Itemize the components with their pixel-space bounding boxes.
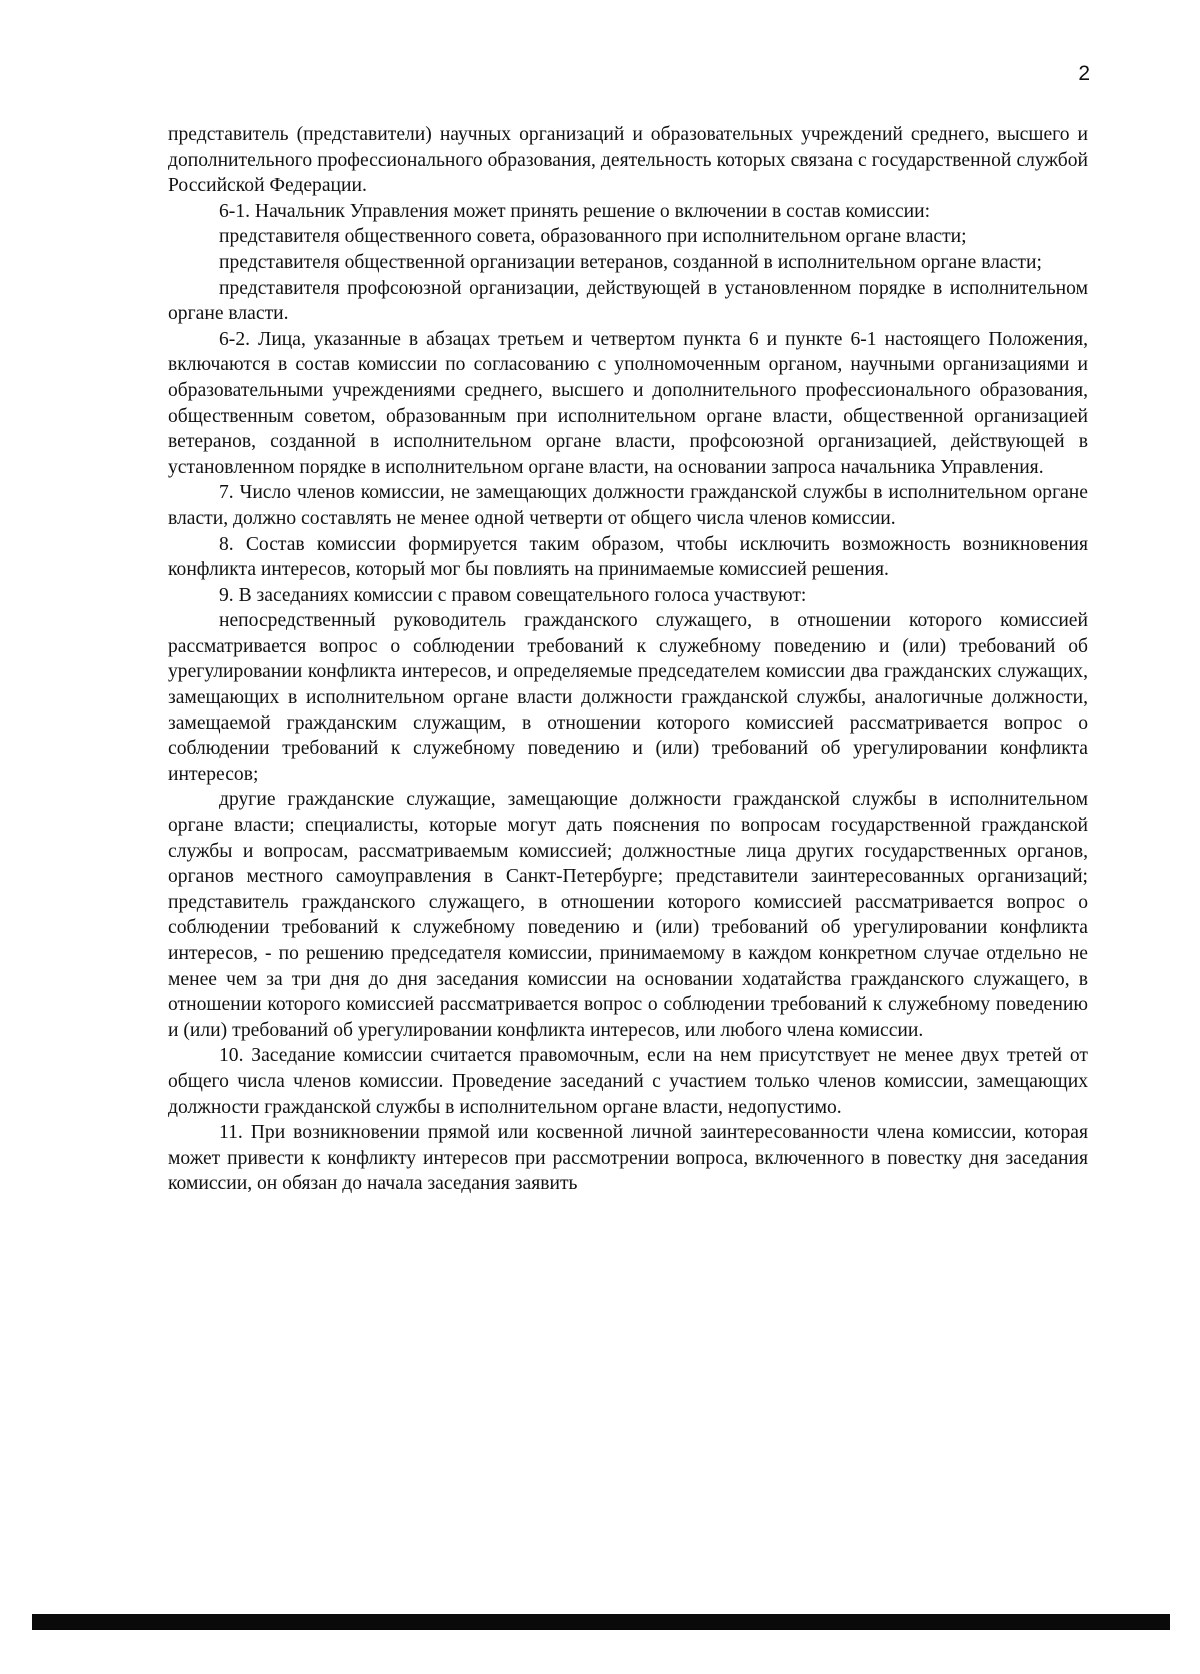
paragraph-public-council: представителя общественного совета, образованного при исполнительном органе власти;	[219, 226, 967, 248]
paragraph-direct-supervisor: непосредственный руководитель гражданского служащего, в отношении которого комиссией рассматривается вопрос о соблюдении требований к служебному поведению и (или) требований об урегулировании конфликта интересов, и определяемые председателем комиссии два гражданских служащих, замещающих в исполнительном органе власти должности гражданской службы, аналогичные должности, замещаемой гражданским служащим, в отношении которого комиссией рассматривается вопрос о соблюдении требований к служебному поведению и (или) требований об урегулировании конфликта интересов;	[168, 610, 1088, 785]
paragraph-11: 11. При возникновении прямой или косвенной личной заинтересованности члена комиссии, которая может привести к конфликту интересов при рассмотрении вопроса, включенного в повестку дня заседания комиссии, он обязан до начала заседания заявить	[168, 1122, 1088, 1195]
document-body	[168, 122, 1088, 1197]
paragraph-9: 9. В заседаниях комиссии с правом совещательного голоса участвуют:	[219, 584, 807, 606]
paragraph-8: 8. Состав комиссии формируется таким образом, чтобы исключить возможность возникновения конфликта интересов, который мог бы повлиять на принимаемые комиссией решения.	[168, 533, 1088, 581]
paragraph-other-participants: другие гражданские служащие, замещающие должности гражданской службы в исполнительном органе власти; специалисты, которые могут дать пояснения по вопросам государственной гражданской службы и вопросам, рассматриваемым комиссией; должностные лица других государственных органов, органов местного самоуправления в Санкт-Петербурге; представители заинтересованных организаций; представитель гражданского служащего, в отношении которого комиссией рассматривается вопрос о соблюдении требований к служебному поведению и (или) требований об урегулировании конфликта интересов, - по решению председателя комиссии, принимаемому в каждом конкретном случае отдельно не менее чем за три дня до дня заседания комиссии на основании ходатайства гражданского служащего, в отношении которого комиссией рассматривается вопрос о соблюдении требований к служебному поведению и (или) требований об урегулировании конфликта интересов, или любого члена комиссии.	[168, 789, 1088, 1041]
page-number: 2	[1078, 62, 1090, 85]
paragraph-7: 7. Число членов комиссии, не замещающих должности гражданской службы в исполнительном органе власти, должно составлять не менее одной четверти от общего числа членов комиссии.	[168, 482, 1088, 529]
paragraph-6-1: 6-1. Начальник Управления может принять решение о включении в состав комиссии:	[219, 200, 931, 222]
paragraph-trade-union: представителя профсоюзной организации, действующей в установленном порядке в исполнительном органе власти.	[168, 277, 1088, 325]
paragraph-10: 10. Заседание комиссии считается правомочным, если на нем присутствует не менее двух третей от общего числа членов комиссии. Проведение заседаний с участием только членов комиссии, замещающих должности гражданской службы в исполнительном органе власти, недопустимо.	[168, 1045, 1088, 1118]
paragraph-continuation: представитель (представители) научных организаций и образовательных учреждений среднего, высшего и дополнительного профессионального образования, деятельность которых связана с государственной службой Российской Федерации.	[168, 124, 1088, 197]
paragraph-veterans-organization: представителя общественной организации ветеранов, созданной в исполнительном органе власти;	[219, 251, 1042, 273]
scan-bottom-bar	[32, 1614, 1170, 1630]
paragraph-6-2: 6-2. Лица, указанные в абзацах третьем и четвертом пункта 6 и пункте 6-1 настоящего Положения, включаются в состав комиссии по согласованию с уполномоченным органом, научными организациями и образовательными учреждениями среднего, высшего и дополнительного профессионального образования, общественным советом, образованным при исполнительном органе власти, общественной организацией ветеранов, созданной в исполнительном органе власти, профсоюзной организацией, действующей в установленном порядке в исполнительном органе власти, на основании запроса начальника Управления.	[168, 328, 1088, 478]
